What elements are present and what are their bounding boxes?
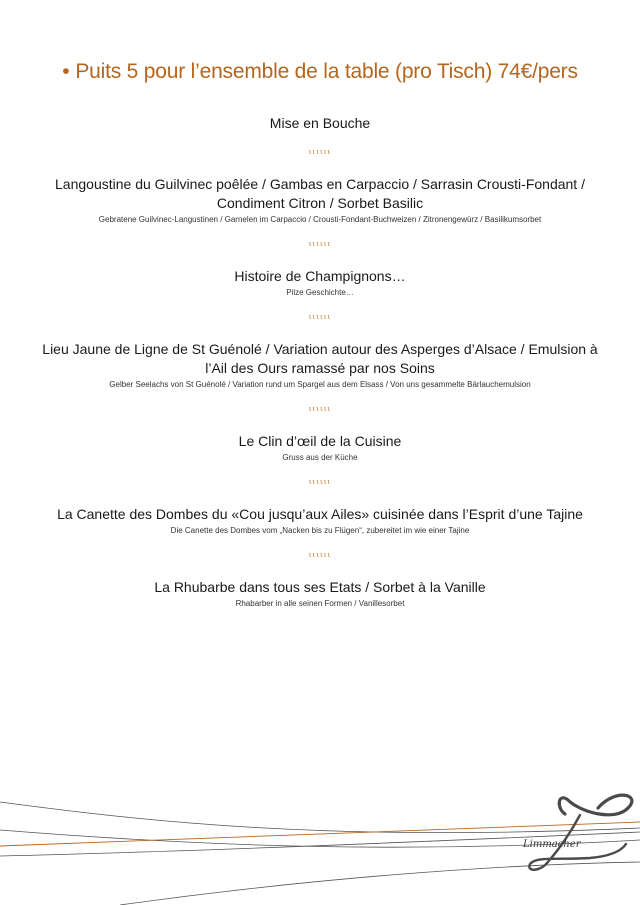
decor-line-5 (120, 862, 640, 905)
course-subtitle: Gebratene Guilvinec-Langustinen / Garnelen im Carpaccio / Crousti-Fondant-Buchweizen / Zitronengewürz / Basilikumsorbet (98, 215, 542, 224)
course-subtitle: Gelber Seelachs von St Guénolé / Variation rund um Spargel aus dem Elsass / Von uns gesammelte Bärlauchemulsion (109, 380, 531, 389)
course-subtitle: Pilze Geschichte… (286, 288, 354, 297)
course-title: Mise en Bouche (269, 115, 371, 131)
course-title: Le Clin d’œil de la Cuisine (238, 433, 402, 449)
course-5 (0, 505, 640, 536)
course-2 (0, 267, 640, 298)
logo-decoration (0, 770, 640, 905)
page-title (0, 60, 640, 84)
decor-line-1 (0, 802, 640, 833)
monogram-icon (529, 795, 632, 870)
separator-ornament: ιιιιιι (308, 405, 332, 413)
course-1 (0, 175, 640, 225)
separator-ornament: ιιιιιι (308, 240, 332, 248)
course-6 (0, 578, 640, 609)
separator-ornament: ιιιιιι (308, 551, 332, 559)
course-4 (0, 432, 640, 463)
course-title: Langoustine du Guilvinec poêlée / Gambas en Carpaccio / Sarrasin Crousti-Fondant / Condiment Citron / Sorbet Basilic (55, 176, 585, 211)
course-title: Lieu Jaune de Ligne de St Guénolé / Variation autour des Asperges d’Alsace / Emulsion à l’Ail des Ours ramassé par nos Soins (42, 341, 598, 376)
separator-ornament: ιιιιιι (308, 478, 332, 486)
menu-heading: Puits 5 pour l’ensemble de la table (pro Tisch) 74€/pers (75, 60, 578, 83)
course-subtitle: Gruss aus der Küche (282, 453, 358, 462)
course-title: La Rhubarbe dans tous ses Etats / Sorbet à la Vanille (154, 579, 486, 595)
course-title: Histoire de Champignons… (234, 268, 406, 284)
logo-text: Limmacher (523, 839, 581, 850)
menu (0, 114, 640, 609)
bullet-icon: • (62, 60, 70, 83)
separator-ornament: ιιιιιι (308, 148, 332, 156)
course-title: La Canette des Dombes du «Cou jusqu’aux Ailes» cuisinée dans l’Esprit d’une Tajine (57, 506, 583, 522)
course-0 (0, 114, 640, 133)
course-3 (0, 340, 640, 390)
course-subtitle: Die Canette des Dombes vom „Nacken bis zu Flügen“, zubereitet im wie einer Tajine (170, 526, 470, 535)
separator-ornament: ιιιιιι (308, 313, 332, 321)
course-subtitle: Rhabarber in alle seinen Formen / Vanillesorbet (235, 599, 405, 608)
